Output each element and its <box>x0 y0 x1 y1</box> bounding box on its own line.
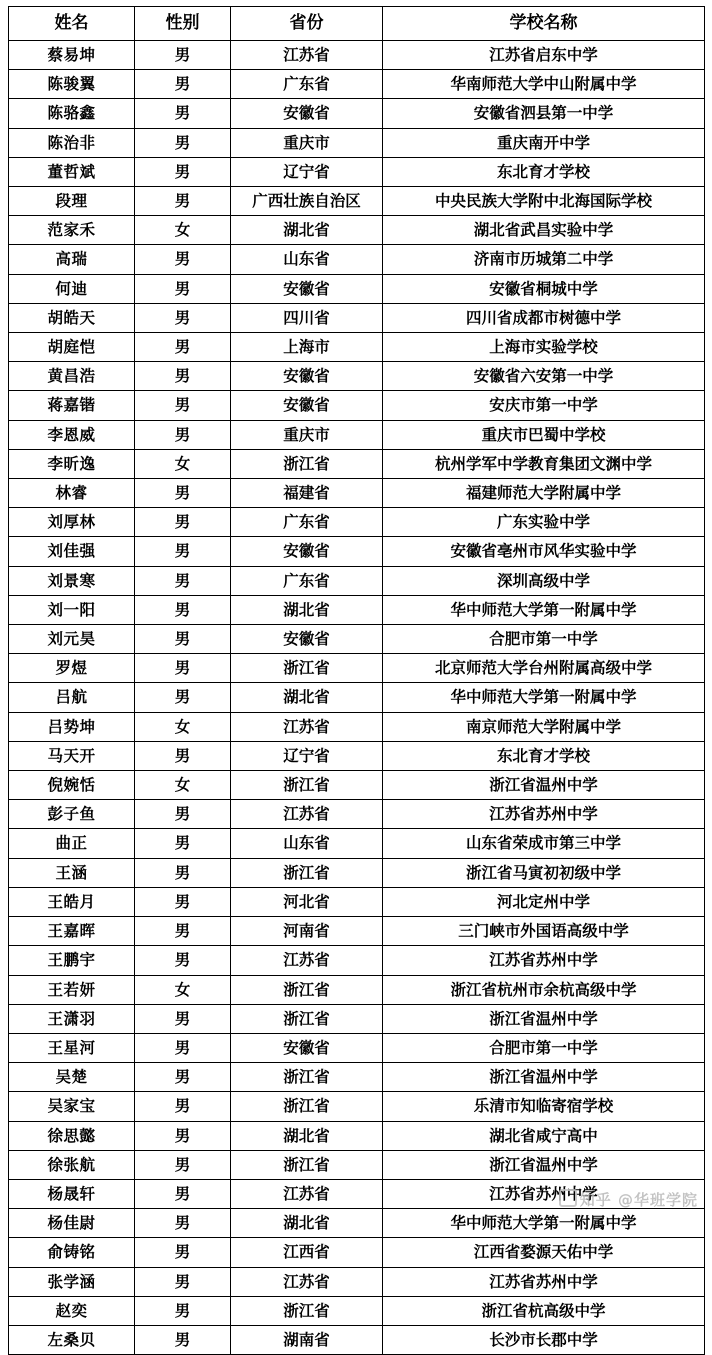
cell-gender: 男 <box>135 479 231 508</box>
cell-province: 广东省 <box>231 70 383 99</box>
cell-gender: 男 <box>135 362 231 391</box>
cell-province: 辽宁省 <box>231 741 383 770</box>
cell-gender: 男 <box>135 245 231 274</box>
cell-gender: 男 <box>135 800 231 829</box>
cell-gender: 男 <box>135 1004 231 1033</box>
cell-name: 陈骏翼 <box>9 70 135 99</box>
cell-school: 河北定州中学 <box>383 887 705 916</box>
cell-gender: 男 <box>135 333 231 362</box>
table-row <box>9 1179 705 1208</box>
cell-school: 福建师范大学附属中学 <box>383 479 705 508</box>
cell-name: 徐张航 <box>9 1150 135 1179</box>
cell-school: 合肥市第一中学 <box>383 625 705 654</box>
cell-province: 广西壮族自治区 <box>231 187 383 216</box>
table-row <box>9 479 705 508</box>
cell-name: 王鹏宇 <box>9 946 135 975</box>
cell-school: 安徽省桐城中学 <box>383 274 705 303</box>
table-row <box>9 595 705 624</box>
table-row <box>9 887 705 916</box>
cell-school: 山东省荣成市第三中学 <box>383 829 705 858</box>
cell-gender: 男 <box>135 946 231 975</box>
cell-gender: 男 <box>135 887 231 916</box>
cell-name: 徐思懿 <box>9 1121 135 1150</box>
cell-name: 胡皓天 <box>9 303 135 332</box>
cell-gender: 男 <box>135 595 231 624</box>
cell-name: 王若妍 <box>9 975 135 1004</box>
table-row <box>9 771 705 800</box>
cell-school: 华中师范大学第一附属中学 <box>383 683 705 712</box>
table-row <box>9 1325 705 1354</box>
cell-school: 浙江省温州中学 <box>383 771 705 800</box>
table-row <box>9 741 705 770</box>
cell-school: 江苏省苏州中学 <box>383 1267 705 1296</box>
table-header <box>9 7 705 41</box>
cell-province: 辽宁省 <box>231 157 383 186</box>
column-header-school: 学校名称 <box>383 7 705 41</box>
cell-province: 安徽省 <box>231 1033 383 1062</box>
cell-name: 彭子鱼 <box>9 800 135 829</box>
cell-gender: 男 <box>135 70 231 99</box>
cell-gender: 男 <box>135 99 231 128</box>
cell-name: 张学涵 <box>9 1267 135 1296</box>
cell-name: 左桑贝 <box>9 1325 135 1354</box>
cell-gender: 男 <box>135 1209 231 1238</box>
cell-school: 重庆市巴蜀中学校 <box>383 420 705 449</box>
cell-name: 曲正 <box>9 829 135 858</box>
cell-name: 罗煜 <box>9 654 135 683</box>
cell-school: 安徽省泗县第一中学 <box>383 99 705 128</box>
cell-gender: 男 <box>135 625 231 654</box>
table-row <box>9 303 705 332</box>
cell-gender: 男 <box>135 41 231 70</box>
cell-province: 重庆市 <box>231 420 383 449</box>
cell-gender: 男 <box>135 157 231 186</box>
cell-school: 中央民族大学附中北海国际学校 <box>383 187 705 216</box>
cell-name: 李恩威 <box>9 420 135 449</box>
cell-gender: 男 <box>135 537 231 566</box>
cell-school: 浙江省温州中学 <box>383 1004 705 1033</box>
cell-school: 东北育才学校 <box>383 741 705 770</box>
table-row <box>9 216 705 245</box>
cell-name: 何迪 <box>9 274 135 303</box>
cell-province: 江苏省 <box>231 41 383 70</box>
cell-school: 南京师范大学附属中学 <box>383 712 705 741</box>
cell-name: 段理 <box>9 187 135 216</box>
cell-gender: 男 <box>135 420 231 449</box>
table-row <box>9 1209 705 1238</box>
table-row <box>9 1004 705 1033</box>
cell-school: 浙江省马寅初初级中学 <box>383 858 705 887</box>
cell-province: 湖北省 <box>231 683 383 712</box>
table-row <box>9 99 705 128</box>
cell-gender: 男 <box>135 1296 231 1325</box>
table-row <box>9 712 705 741</box>
cell-gender: 女 <box>135 975 231 1004</box>
cell-name: 王嘉晖 <box>9 917 135 946</box>
cell-school: 上海市实验学校 <box>383 333 705 362</box>
cell-province: 广东省 <box>231 566 383 595</box>
table-row <box>9 917 705 946</box>
table-row <box>9 1296 705 1325</box>
cell-province: 浙江省 <box>231 1004 383 1033</box>
cell-gender: 男 <box>135 741 231 770</box>
cell-name: 李昕逸 <box>9 449 135 478</box>
cell-school: 重庆南开中学 <box>383 128 705 157</box>
cell-name: 刘一阳 <box>9 595 135 624</box>
column-header-gender: 性别 <box>135 7 231 41</box>
cell-province: 浙江省 <box>231 654 383 683</box>
cell-name: 吴家宝 <box>9 1092 135 1121</box>
cell-province: 安徽省 <box>231 99 383 128</box>
cell-name: 王星河 <box>9 1033 135 1062</box>
table-row <box>9 829 705 858</box>
cell-name: 杨佳尉 <box>9 1209 135 1238</box>
cell-province: 浙江省 <box>231 858 383 887</box>
cell-province: 江苏省 <box>231 1179 383 1208</box>
cell-name: 林睿 <box>9 479 135 508</box>
cell-school: 江苏省苏州中学 <box>383 1179 705 1208</box>
table-row <box>9 274 705 303</box>
cell-province: 安徽省 <box>231 274 383 303</box>
watermark-text: 知乎 @华班学院 <box>579 1191 698 1209</box>
cell-gender: 男 <box>135 829 231 858</box>
table-row <box>9 683 705 712</box>
cell-gender: 男 <box>135 1063 231 1092</box>
cell-province: 广东省 <box>231 508 383 537</box>
table-row <box>9 362 705 391</box>
cell-gender: 男 <box>135 274 231 303</box>
table-row <box>9 1121 705 1150</box>
table-row <box>9 625 705 654</box>
table-row <box>9 537 705 566</box>
cell-province: 湖南省 <box>231 1325 383 1354</box>
cell-school: 华中师范大学第一附属中学 <box>383 595 705 624</box>
cell-school: 安徽省亳州市风华实验中学 <box>383 537 705 566</box>
cell-school: 四川省成都市树德中学 <box>383 303 705 332</box>
cell-name: 吕航 <box>9 683 135 712</box>
column-header-province: 省份 <box>231 7 383 41</box>
cell-province: 浙江省 <box>231 1150 383 1179</box>
cell-gender: 男 <box>135 303 231 332</box>
cell-gender: 男 <box>135 1092 231 1121</box>
cell-school: 江苏省启东中学 <box>383 41 705 70</box>
table-row <box>9 1238 705 1267</box>
table-row <box>9 566 705 595</box>
cell-name: 倪婉恬 <box>9 771 135 800</box>
table-row <box>9 1092 705 1121</box>
cell-school: 杭州学军中学教育集团文渊中学 <box>383 449 705 478</box>
table-row <box>9 858 705 887</box>
table-row <box>9 157 705 186</box>
cell-school: 安徽省六安第一中学 <box>383 362 705 391</box>
cell-name: 赵奕 <box>9 1296 135 1325</box>
table-row <box>9 245 705 274</box>
cell-name: 刘景寒 <box>9 566 135 595</box>
cell-gender: 男 <box>135 1121 231 1150</box>
table-row <box>9 449 705 478</box>
table-row <box>9 1150 705 1179</box>
cell-name: 董哲斌 <box>9 157 135 186</box>
cell-school: 华中师范大学第一附属中学 <box>383 1209 705 1238</box>
cell-province: 江西省 <box>231 1238 383 1267</box>
cell-name: 吕势坤 <box>9 712 135 741</box>
cell-name: 陈骆鑫 <box>9 99 135 128</box>
cell-province: 山东省 <box>231 245 383 274</box>
cell-school: 济南市历城第二中学 <box>383 245 705 274</box>
cell-school: 浙江省温州中学 <box>383 1150 705 1179</box>
cell-gender: 女 <box>135 449 231 478</box>
cell-school: 华南师范大学中山附属中学 <box>383 70 705 99</box>
cell-province: 河南省 <box>231 917 383 946</box>
cell-province: 山东省 <box>231 829 383 858</box>
cell-province: 安徽省 <box>231 625 383 654</box>
student-roster-table <box>8 6 705 1355</box>
table-row <box>9 128 705 157</box>
cell-gender: 男 <box>135 566 231 595</box>
cell-school: 浙江省杭州市余杭高级中学 <box>383 975 705 1004</box>
cell-province: 安徽省 <box>231 391 383 420</box>
table-row <box>9 333 705 362</box>
cell-school: 东北育才学校 <box>383 157 705 186</box>
table-row <box>9 800 705 829</box>
table-row <box>9 654 705 683</box>
cell-school: 浙江省杭高级中学 <box>383 1296 705 1325</box>
cell-gender: 男 <box>135 187 231 216</box>
cell-school: 浙江省温州中学 <box>383 1063 705 1092</box>
table-row <box>9 946 705 975</box>
table-body <box>9 41 705 1355</box>
cell-province: 浙江省 <box>231 1063 383 1092</box>
cell-gender: 男 <box>135 917 231 946</box>
cell-gender: 男 <box>135 1179 231 1208</box>
cell-name: 胡庭恺 <box>9 333 135 362</box>
cell-province: 浙江省 <box>231 449 383 478</box>
cell-gender: 男 <box>135 508 231 537</box>
cell-province: 江苏省 <box>231 946 383 975</box>
cell-school: 长沙市长郡中学 <box>383 1325 705 1354</box>
cell-gender: 女 <box>135 771 231 800</box>
cell-province: 湖北省 <box>231 595 383 624</box>
cell-province: 重庆市 <box>231 128 383 157</box>
cell-gender: 男 <box>135 1325 231 1354</box>
table-row <box>9 1033 705 1062</box>
cell-name: 刘佳强 <box>9 537 135 566</box>
table-row <box>9 975 705 1004</box>
cell-school: 深圳高级中学 <box>383 566 705 595</box>
cell-school: 江苏省苏州中学 <box>383 946 705 975</box>
cell-gender: 男 <box>135 1150 231 1179</box>
cell-province: 福建省 <box>231 479 383 508</box>
cell-province: 江苏省 <box>231 712 383 741</box>
cell-province: 湖北省 <box>231 216 383 245</box>
cell-gender: 女 <box>135 216 231 245</box>
cell-province: 浙江省 <box>231 771 383 800</box>
cell-name: 吴楚 <box>9 1063 135 1092</box>
cell-school: 合肥市第一中学 <box>383 1033 705 1062</box>
cell-gender: 男 <box>135 128 231 157</box>
table-row <box>9 70 705 99</box>
cell-province: 上海市 <box>231 333 383 362</box>
cell-school: 北京师范大学台州附属高级中学 <box>383 654 705 683</box>
cell-school: 安庆市第一中学 <box>383 391 705 420</box>
cell-name: 蒋嘉锴 <box>9 391 135 420</box>
cell-gender: 男 <box>135 683 231 712</box>
cell-name: 范家禾 <box>9 216 135 245</box>
table-row <box>9 41 705 70</box>
cell-school: 江苏省苏州中学 <box>383 800 705 829</box>
cell-name: 刘厚林 <box>9 508 135 537</box>
cell-name: 蔡易坤 <box>9 41 135 70</box>
cell-school: 江西省婺源天佑中学 <box>383 1238 705 1267</box>
table-row <box>9 391 705 420</box>
cell-province: 河北省 <box>231 887 383 916</box>
cell-province: 安徽省 <box>231 362 383 391</box>
cell-province: 浙江省 <box>231 1296 383 1325</box>
cell-name: 陈治非 <box>9 128 135 157</box>
cell-province: 湖北省 <box>231 1121 383 1150</box>
cell-province: 湖北省 <box>231 1209 383 1238</box>
cell-name: 马天开 <box>9 741 135 770</box>
cell-name: 高瑞 <box>9 245 135 274</box>
cell-gender: 男 <box>135 1033 231 1062</box>
cell-gender: 女 <box>135 712 231 741</box>
cell-school: 湖北省武昌实验中学 <box>383 216 705 245</box>
table-row <box>9 508 705 537</box>
cell-province: 安徽省 <box>231 537 383 566</box>
column-header-name: 姓名 <box>9 7 135 41</box>
cell-name: 俞铸铭 <box>9 1238 135 1267</box>
cell-gender: 男 <box>135 1267 231 1296</box>
cell-gender: 男 <box>135 654 231 683</box>
cell-name: 刘元昊 <box>9 625 135 654</box>
cell-province: 浙江省 <box>231 975 383 1004</box>
cell-school: 三门峡市外国语高级中学 <box>383 917 705 946</box>
cell-name: 王皓月 <box>9 887 135 916</box>
table-row <box>9 420 705 449</box>
table-row <box>9 1267 705 1296</box>
cell-school: 广东实验中学 <box>383 508 705 537</box>
cell-province: 江苏省 <box>231 1267 383 1296</box>
cell-name: 杨晟轩 <box>9 1179 135 1208</box>
cell-school: 乐清市知临寄宿学校 <box>383 1092 705 1121</box>
table-row <box>9 187 705 216</box>
cell-province: 四川省 <box>231 303 383 332</box>
cell-gender: 男 <box>135 858 231 887</box>
cell-gender: 男 <box>135 391 231 420</box>
cell-name: 王潇羽 <box>9 1004 135 1033</box>
cell-name: 黄昌浩 <box>9 362 135 391</box>
cell-province: 江苏省 <box>231 800 383 829</box>
table-row <box>9 1063 705 1092</box>
cell-name: 王涵 <box>9 858 135 887</box>
table-header-row <box>9 7 705 41</box>
cell-gender: 男 <box>135 1238 231 1267</box>
cell-school: 湖北省咸宁高中 <box>383 1121 705 1150</box>
cell-province: 浙江省 <box>231 1092 383 1121</box>
